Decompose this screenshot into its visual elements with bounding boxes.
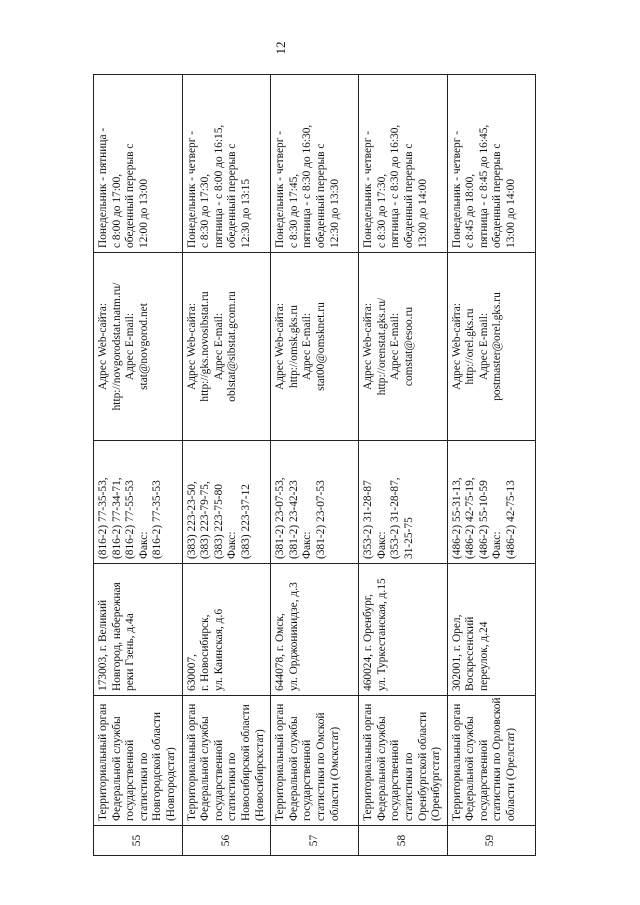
organ-name-cell — [447, 696, 535, 826]
address-line: 630007, — [185, 653, 198, 691]
address-line: г. Новосибирск, — [199, 614, 212, 691]
working-hours-line: обеденный перерыв с — [314, 143, 327, 248]
organ-name-line: Территориальный орган — [274, 703, 287, 821]
phones-line: (486-2) 42-75-13 — [505, 480, 518, 559]
organ-name-line: статистики по — [226, 752, 239, 821]
working-hours-line: пятница - с 8:45 до 16:45, — [477, 124, 490, 248]
web-email-line: http://novgorodstat.natm.ru/ — [110, 282, 123, 411]
organ-name-line: (Новосибирскстат) — [253, 729, 266, 821]
working-hours-line: с 8:00 до 17:00, — [110, 173, 123, 248]
phones-cell — [359, 441, 448, 564]
working-hours-line: с 8:30 до 17:45, — [287, 173, 300, 248]
working-hours-line: пятница - с 8:30 до 16:30, — [389, 124, 402, 248]
organ-name-line: области (Омскстат) — [328, 726, 341, 821]
address-line: 302001, г. Орел, — [450, 614, 463, 691]
web-email-line: Адрес Web-сайта: — [97, 302, 109, 391]
working-hours-cell — [447, 75, 535, 253]
row-number-text: 56 — [219, 834, 232, 847]
organ-name-line: Территориальный орган — [97, 703, 109, 821]
web-email-line: Адрес Web-сайта: — [450, 302, 463, 391]
phones-line: (816-2) 77-34-71, — [110, 477, 123, 559]
phones-line: (381-2) 23-07-53, — [274, 477, 287, 559]
phones-line: (381-2) 23-07-53 — [314, 480, 327, 559]
web-email-line: http://orel.gks.ru — [464, 308, 477, 385]
phones-line: Факс: — [301, 531, 314, 559]
working-hours-line: с 8:30 до 17:30, — [199, 173, 212, 248]
row-number — [182, 826, 271, 856]
row-number-text: 58 — [396, 834, 409, 847]
address-line: 173003, г. Великий — [97, 599, 109, 691]
web-email-cell — [94, 253, 183, 441]
organ-name-line: (Новгородстат) — [164, 747, 177, 821]
table-row — [94, 75, 183, 856]
working-hours-line: с 8:30 до 17:30, — [375, 173, 388, 248]
row-number — [94, 826, 183, 856]
web-email-line: oblstat@sibstat.gcom.ru — [226, 291, 239, 402]
phones-line: (383) 223-79-75, — [199, 481, 212, 559]
organ-name-line: Федеральной службы — [464, 716, 477, 821]
row-number — [359, 826, 448, 856]
phones-line: Факс: — [491, 531, 504, 559]
web-email-cell — [182, 253, 271, 441]
row-number-text: 59 — [484, 834, 497, 847]
organ-name-line: государственной — [124, 739, 137, 821]
web-email-line: Адрес Web-сайта: — [274, 302, 287, 391]
working-hours-line: 12:00 до 13:00 — [137, 178, 150, 248]
working-hours-line: Понедельник - четверг - — [274, 130, 287, 248]
phones-line: 31-25-75 — [402, 517, 415, 559]
web-email-line: stat00@omsknet.ru — [314, 302, 327, 391]
phones-line: (816-2) 77-35-53, — [97, 477, 109, 559]
table-row — [182, 75, 271, 856]
organ-name-line: статистики по — [402, 752, 415, 821]
web-email-cell — [271, 253, 359, 441]
organ-name-line: государственной — [212, 739, 225, 821]
phones-line: Факс: — [226, 531, 239, 559]
organ-name-line: Территориальный орган — [450, 703, 463, 821]
address-line: ул. Орджоникидзе, д.3 — [287, 582, 300, 691]
organ-name-line: государственной — [389, 739, 402, 821]
organ-name-line: (Оренбургстат) — [430, 747, 443, 821]
table-row — [447, 75, 535, 856]
row-number-text: 55 — [130, 834, 143, 847]
organ-name-cell — [94, 696, 183, 826]
organ-name-line: области (Орелстат) — [505, 727, 518, 821]
working-hours-line: Понедельник - четверг - — [185, 130, 198, 248]
address-line: ул. Туркестанская, д.15 — [375, 578, 388, 691]
working-hours-line: обеденный перерыв с — [491, 143, 504, 248]
address-cell — [182, 564, 271, 696]
web-email-line: Адрес E-mail: — [389, 312, 402, 381]
address-line: реки Гзень, д.4а — [124, 613, 137, 691]
table-row — [359, 75, 448, 856]
address-cell — [271, 564, 359, 696]
phones-line: (353-2) 31-28-87 — [362, 480, 375, 559]
table-body — [94, 75, 536, 856]
phones-line: (816-2) 77-55-53 — [124, 480, 137, 559]
row-number — [447, 826, 535, 856]
row-number — [271, 826, 359, 856]
address-line: 460024, г. Оренбург, — [362, 593, 375, 691]
rotated-table-container — [93, 41, 518, 856]
address-cell — [94, 564, 183, 696]
working-hours-line: Понедельник - пятница - — [97, 127, 109, 248]
web-email-line: http://gks.novosibstat.ru — [199, 291, 212, 402]
phones-line: (353-2) 31-28-87, — [389, 477, 402, 559]
organ-name-line: статистики по Орловской — [491, 697, 504, 821]
web-email-line: Адрес Web-сайта: — [362, 302, 375, 391]
web-email-line: postmaster@orel.gks.ru — [491, 292, 504, 401]
web-email-line: stat@novgorod.net — [137, 303, 150, 390]
working-hours-line: обеденный перерыв с — [402, 143, 415, 248]
working-hours-cell — [94, 75, 183, 253]
address-cell — [359, 564, 448, 696]
working-hours-line: 12:30 до 13:15 — [239, 178, 252, 248]
organ-name-line: государственной — [301, 739, 314, 821]
working-hours-line: обеденный перерыв с — [226, 143, 239, 248]
web-email-line: http://omsk.gks.ru — [287, 305, 300, 388]
page-number: 12 — [273, 41, 288, 55]
organ-name-cell — [182, 696, 271, 826]
phones-cell — [94, 441, 183, 564]
working-hours-line: пятница - с 8:30 до 16:30, — [301, 124, 314, 248]
organ-name-line: статистики по — [137, 752, 150, 821]
web-email-line: http://orenstat.gks.ru/ — [375, 297, 388, 396]
address-line: 644078, г. Омск, — [274, 613, 287, 691]
organ-name-line: государственной — [477, 739, 490, 821]
organ-name-line: Федеральной службы — [110, 716, 123, 821]
organ-name-line: Федеральной службы — [375, 716, 388, 821]
web-email-cell — [359, 253, 448, 441]
working-hours-line: 13:00 до 14:00 — [505, 178, 518, 248]
address-cell — [447, 564, 535, 696]
phones-line: (486-2) 55-10-59 — [477, 480, 490, 559]
phones-cell — [447, 441, 535, 564]
phones-line: (383) 223-23-50, — [185, 481, 198, 559]
phones-line: (486-2) 42-75-19, — [464, 477, 477, 559]
web-email-line: Адрес E-mail: — [212, 312, 225, 381]
web-email-line: Адрес Web-сайта: — [185, 302, 198, 391]
working-hours-cell — [359, 75, 448, 253]
web-email-line: comstat@esoo.ru — [402, 306, 415, 387]
working-hours-line: Понедельник - четверг - — [362, 130, 375, 248]
web-email-line: Адрес E-mail: — [301, 312, 314, 381]
phones-line: (381-2) 23-42-23 — [287, 480, 300, 559]
working-hours-line: Понедельник - четверг - — [450, 130, 463, 248]
working-hours-cell — [271, 75, 359, 253]
phones-cell — [271, 441, 359, 564]
address-line: Воскресенский — [464, 616, 477, 691]
organ-name-line: Федеральной службы — [287, 716, 300, 821]
table-row — [271, 75, 359, 856]
organ-name-line: статистики по Омской — [314, 712, 327, 821]
phones-line: (383) 223-37-12 — [239, 484, 252, 559]
working-hours-line: пятница - с 8:00 до 16:15, — [212, 124, 225, 248]
address-line: ул. Каинская, д.6 — [212, 608, 225, 691]
organ-name-line: Оренбургской области — [416, 711, 429, 821]
web-email-line: Адрес E-mail: — [124, 312, 137, 381]
working-hours-cell — [182, 75, 271, 253]
statistics-offices-table — [93, 74, 536, 856]
working-hours-line: с 8:45 до 18:00, — [464, 173, 477, 248]
organ-name-line: Новгородской области — [151, 712, 164, 821]
organ-name-line: Территориальный орган — [185, 703, 198, 821]
organ-name-cell — [271, 696, 359, 826]
organ-name-cell — [359, 696, 448, 826]
phones-line: Факс: — [137, 531, 150, 559]
working-hours-line: 12:30 до 13:30 — [328, 178, 341, 248]
phones-line: Факс: — [375, 531, 388, 559]
row-number-text: 57 — [307, 834, 320, 847]
working-hours-line: обеденный перерыв с — [124, 143, 137, 248]
web-email-line: Адрес E-mail: — [477, 312, 490, 381]
phones-line: (383) 223-75-80 — [212, 484, 225, 559]
organ-name-line: Федеральной службы — [199, 716, 212, 821]
web-email-cell — [447, 253, 535, 441]
address-line: Новгород, набережная — [110, 582, 123, 691]
organ-name-line: Территориальный орган — [362, 703, 375, 821]
phones-cell — [182, 441, 271, 564]
working-hours-line: 13:00 до 14:00 — [416, 178, 429, 248]
phones-line: (486-2) 55-31-13, — [450, 477, 463, 559]
organ-name-line: Новосибирской области — [239, 704, 252, 821]
phones-line: (816-2) 77-35-53 — [151, 480, 164, 559]
address-line: переулок, д.24 — [477, 621, 490, 691]
